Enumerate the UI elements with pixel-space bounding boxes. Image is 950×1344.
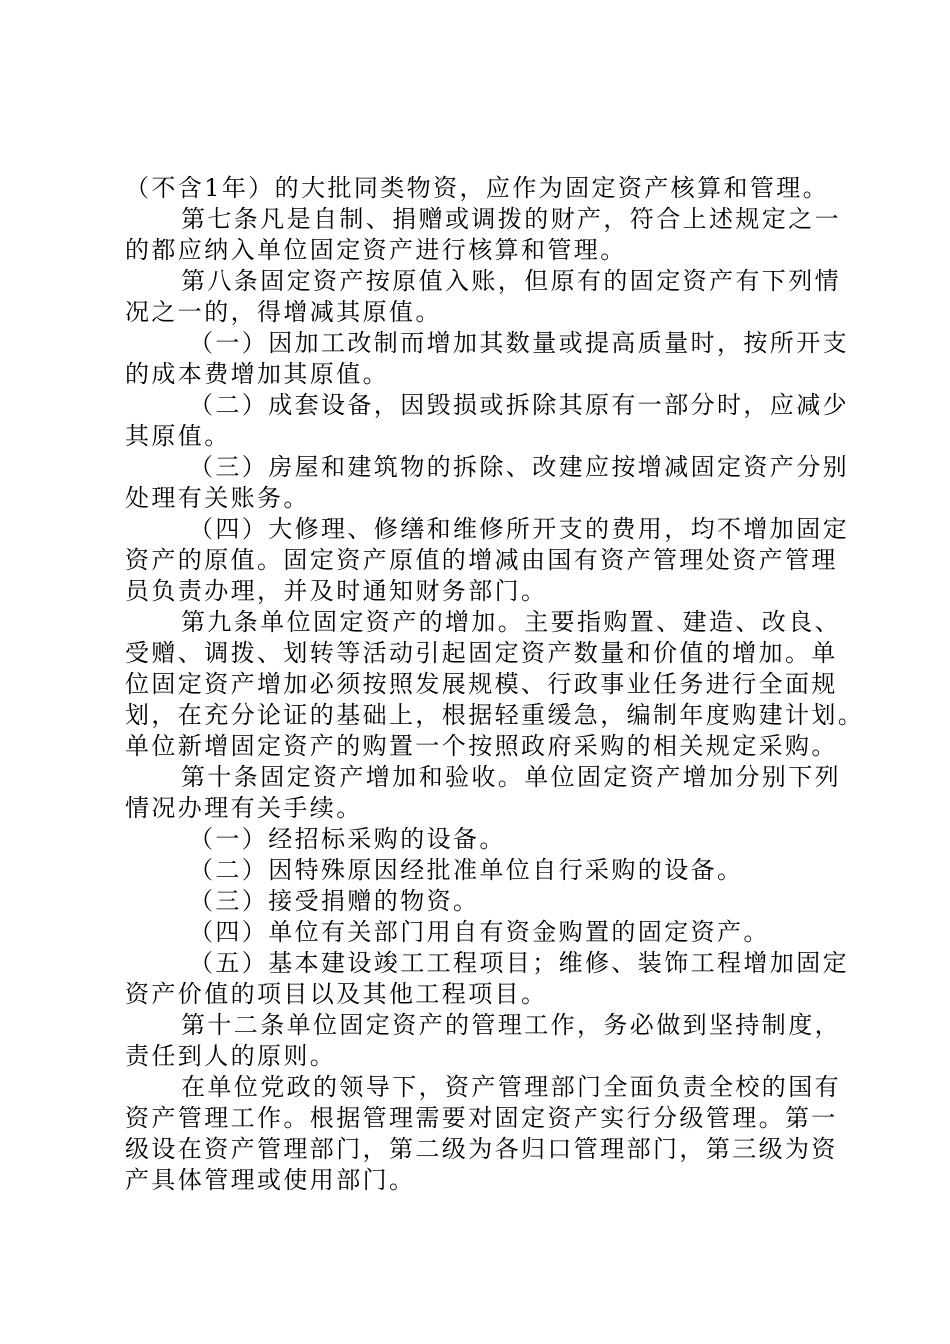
text-line: 况之一的，得增减其原值。 xyxy=(125,298,442,326)
text-line: 责任到人的原则。 xyxy=(125,1042,337,1070)
text-line: 其原值。 xyxy=(125,422,231,450)
paragraph xyxy=(125,328,849,390)
text-line: 第七条凡是自制、捐赠或调拨的财产，符合上述规定之一 xyxy=(181,205,841,233)
text-line: 级设在资产管理部门，第二级为各归口管理部门，第三级为资 xyxy=(125,1135,838,1163)
document-body xyxy=(125,173,865,1196)
text-line: （一）经招标采购的设备。 xyxy=(189,825,506,853)
text-line: 划，在充分论证的基础上，根据轻重缓急，编制年度购建计划。 xyxy=(125,701,865,729)
text-line: 情况办理有关手续。 xyxy=(125,794,363,822)
text-line: 的成本费增加其原值。 xyxy=(125,360,389,388)
paragraph xyxy=(125,1010,841,1072)
paragraph xyxy=(125,204,841,266)
text-line: （四）大修理、修缮和维修所开支的费用，均不增加固定 xyxy=(189,515,849,543)
text-line: 第十条固定资产增加和验收。单位固定资产增加分别下列 xyxy=(181,763,841,791)
paragraph xyxy=(125,855,835,886)
text-line: 资产价值的项目以及其他工程项目。 xyxy=(125,980,548,1008)
text-line: 产具体管理或使用部门。 xyxy=(125,1166,416,1194)
paragraph xyxy=(125,266,841,328)
text-line: （不含1年）的大批同类物资，应作为固定资产核算和管理。 xyxy=(125,174,830,202)
text-line: 资产的原值。固定资产原值的增减由国有资产管理处资产管理 xyxy=(125,546,838,574)
text-line: 第十二条单位固定资产的管理工作，务必做到坚持制度， xyxy=(181,1011,841,1039)
text-line: （五）基本建设竣工工程项目；维修、装饰工程增加固定 xyxy=(189,949,849,977)
text-line: 位固定资产增加必须按照发展规模、行政事业任务进行全面规 xyxy=(125,670,838,698)
text-line: （一）因加工改制而增加其数量或提高质量时，按所开支 xyxy=(189,329,849,357)
text-line: （三）房屋和建筑物的拆除、改建应按增减固定资产分别 xyxy=(189,453,849,481)
text-line: 第九条单位固定资产的增加。主要指购置、建造、改良、 xyxy=(181,608,841,636)
text-line: 受赠、调拨、划转等活动引起固定资产数量和价值的增加。单 xyxy=(125,639,838,667)
paragraph xyxy=(125,1072,841,1196)
paragraph xyxy=(125,948,849,1010)
text-line: （三）接受捐赠的物资。 xyxy=(189,887,480,915)
text-line: 处理有关账务。 xyxy=(125,484,310,512)
paragraph xyxy=(125,824,835,855)
paragraph xyxy=(125,452,849,514)
paragraph xyxy=(125,173,835,204)
paragraph xyxy=(125,762,841,824)
text-line: 的都应纳入单位固定资产进行核算和管理。 xyxy=(125,236,627,264)
text-line: 单位新增固定资产的购置一个按照政府采购的相关规定采购。 xyxy=(125,732,838,760)
paragraph xyxy=(125,390,849,452)
text-line: 员负责办理，并及时通知财务部门。 xyxy=(125,577,548,605)
text-line: 资产管理工作。根据管理需要对固定资产实行分级管理。第一 xyxy=(125,1104,838,1132)
paragraph xyxy=(125,607,865,762)
paragraph xyxy=(125,886,835,917)
text-line: （二）因特殊原因经批准单位自行采购的设备。 xyxy=(189,856,744,884)
text-line: （二）成套设备，因毁损或拆除其原有一部分时，应减少 xyxy=(189,391,849,419)
text-line: 在单位党政的领导下，资产管理部门全面负责全校的国有 xyxy=(181,1073,841,1101)
text-line: 第八条固定资产按原值入账，但原有的固定资产有下列情 xyxy=(181,267,841,295)
paragraph xyxy=(125,917,835,948)
paragraph xyxy=(125,514,849,607)
text-line: （四）单位有关部门用自有资金购置的固定资产。 xyxy=(189,918,770,946)
